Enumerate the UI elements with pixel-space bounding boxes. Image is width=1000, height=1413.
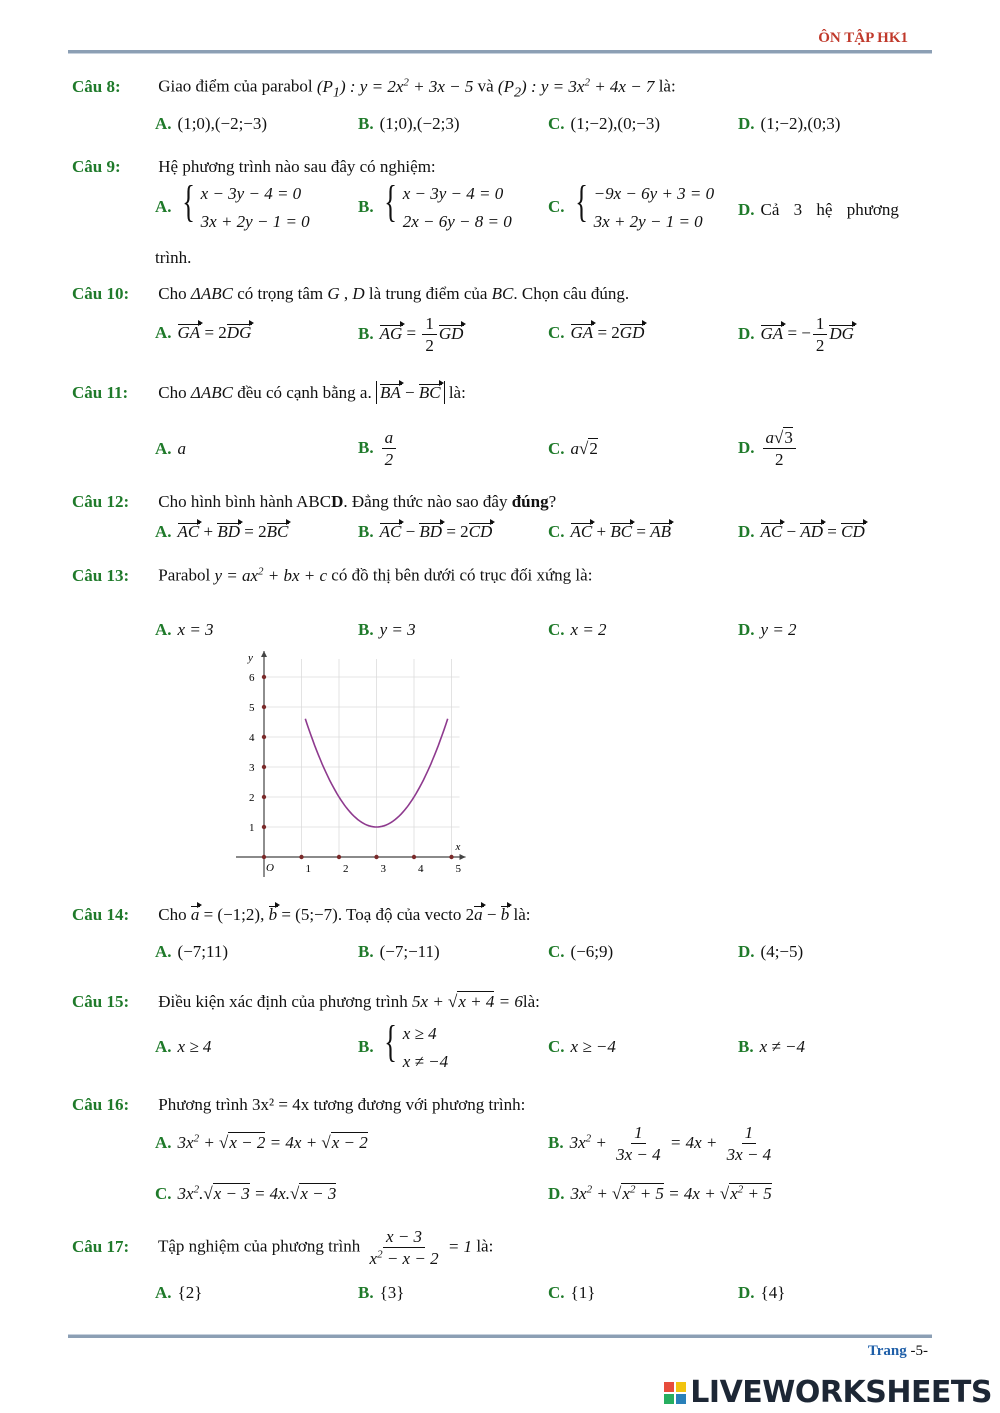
- question-text: Điều kiện xác định của phương trình 5x + √x + 4 = 6là:: [158, 992, 540, 1011]
- x-tick-label: 4: [418, 863, 424, 875]
- y-tick-label: 4: [249, 732, 255, 744]
- option-d[interactable]: B. x ≠ −4: [738, 1037, 805, 1056]
- x-tick-mark: [412, 855, 416, 859]
- y-axis-arrow: [261, 651, 267, 657]
- y-tick-label: 1: [249, 822, 255, 834]
- option-a[interactable]: A. x ≥ 4: [155, 1037, 212, 1056]
- option-a[interactable]: A. GA = 2DG: [155, 323, 252, 342]
- question-number: Câu 17:: [72, 1236, 130, 1256]
- logo-icon: [664, 1382, 686, 1404]
- header-rule: [68, 50, 932, 54]
- option-b[interactable]: B. {3}: [358, 1283, 405, 1302]
- question-text: Hệ phương trình nào sau đây có nghiệm:: [158, 157, 436, 176]
- question-17: [72, 1226, 493, 1270]
- question-12: [72, 492, 556, 512]
- x-tick-mark: [374, 855, 378, 859]
- question-number: Câu 14:: [72, 905, 130, 924]
- option-c[interactable]: C. x ≥ −4: [548, 1037, 616, 1056]
- origin-label: O: [266, 862, 274, 874]
- x-tick-label: 3: [380, 863, 386, 875]
- question-text: Cho a = (−1;2), b = (5;−7). Toạ độ của vecto 2a − b là:: [158, 905, 531, 924]
- option-d[interactable]: D. $3x^2 + √x^2 + 5 = 4x + √x^2 + 5$: [548, 1183, 772, 1203]
- option-a[interactable]: A. a: [155, 439, 187, 458]
- question-text: Cho ΔABC có trọng tâm G , D là trung điểm của BC. Chọn câu đúng.: [158, 284, 630, 303]
- option-c[interactable]: C. x = 2: [548, 620, 607, 639]
- option-a[interactable]: A. { x − 3y − 4 = 0 3x + 2y − 1 = 0: [155, 177, 310, 231]
- option-d[interactable]: D. GA = − $\frac{1}{2}$ DG: [738, 314, 854, 356]
- page-footer: [868, 1343, 928, 1360]
- y-tick-mark: [262, 795, 266, 799]
- parabola-graph: [230, 650, 480, 880]
- question-text: Giao điểm của parabol $(P_1)$ : $y = 2x^2 + 3x - 5$ và $(P_2)$ : $y = 3x^2 + 4x - 7$ là:: [158, 76, 676, 101]
- option-d[interactable]: D. (4;−5): [738, 942, 804, 961]
- y-axis-label: y: [248, 652, 253, 664]
- option-d[interactable]: D. Cả 3 hệ phương: [738, 200, 899, 219]
- question-text: Cho hình bình hành ABCD. Đẳng thức nào sao đây đúng?: [158, 492, 557, 511]
- option-a[interactable]: A. x = 3: [155, 620, 214, 639]
- x-tick-mark: [449, 855, 453, 859]
- y-tick-mark: [262, 675, 266, 679]
- question-text: Phương trình 3x² = 4x tương đương với phương trình:: [158, 1095, 526, 1114]
- y-tick-label: 5: [249, 702, 255, 714]
- question-number: Câu 12:: [72, 492, 130, 511]
- x-tick-label: 5: [455, 863, 461, 875]
- option-c[interactable]: C. (−6;9): [548, 942, 614, 961]
- y-tick-label: 6: [249, 672, 255, 684]
- option-a[interactable]: A. AC + BD = 2BC: [155, 522, 289, 541]
- question-number: Câu 10:: [72, 284, 130, 303]
- question-text: Cho ΔABC đều có cạnh bằng a. BA − BC là:: [158, 383, 466, 402]
- header-title: ÔN TẬP HK1: [818, 30, 908, 46]
- option-a[interactable]: A. $3x^2 + √x - 2 = 4x + √x - 2$: [155, 1132, 368, 1152]
- question-number: Câu 15:: [72, 992, 130, 1011]
- x-tick-label: 1: [305, 863, 311, 875]
- option-d-continuation: trình.: [155, 248, 192, 267]
- y-tick-mark: [262, 735, 266, 739]
- x-tick-mark: [299, 855, 303, 859]
- x-axis-label: x: [455, 841, 461, 853]
- option-d[interactable]: D. y = 2: [738, 620, 797, 639]
- question-11: [72, 383, 466, 403]
- option-d[interactable]: D. AC − AD = CD: [738, 522, 865, 541]
- page-number: -5-: [910, 1343, 928, 1359]
- option-b[interactable]: B. $\frac{a}{2}$: [358, 427, 398, 471]
- question-text: Parabol $y = ax^2$ + bx + c có đồ thị bên dưới có trục đối xứng là:: [158, 565, 593, 585]
- option-a[interactable]: A. (1;0),(−2;−3): [155, 114, 268, 133]
- question-number: Câu 9:: [72, 157, 121, 176]
- graph-ticks: [249, 672, 462, 875]
- question-number: Câu 16:: [72, 1095, 130, 1114]
- question-16: [72, 1095, 525, 1115]
- x-axis-arrow: [460, 854, 466, 860]
- liveworksheets-logo[interactable]: [664, 1375, 992, 1410]
- option-b[interactable]: B. $3x^2$ + $\frac{1}{3x - 4}$ = 4x + $\frac{1}{3x - 4}$: [548, 1123, 772, 1165]
- option-b[interactable]: B. (−7;−11): [358, 942, 440, 961]
- x-tick-label: 2: [343, 863, 349, 875]
- option-b[interactable]: B. { x − 3y − 4 = 0 2x − 6y − 8 = 0: [358, 177, 512, 231]
- question-15: [72, 992, 540, 1012]
- brand-name: LIVEWORKSHEETS: [690, 1375, 992, 1410]
- question-number: Câu 11:: [72, 383, 129, 402]
- question-10: [72, 284, 629, 304]
- x-tick-mark: [337, 855, 341, 859]
- option-c[interactable]: C. GA = 2GD: [548, 323, 645, 342]
- footer-rule: [68, 1334, 932, 1338]
- option-a[interactable]: A. {2}: [155, 1283, 203, 1302]
- y-tick-mark: [262, 765, 266, 769]
- y-tick-mark: [262, 705, 266, 709]
- origin-mark: [262, 855, 266, 859]
- question-14: [72, 905, 531, 925]
- y-tick-label: 2: [249, 792, 255, 804]
- option-c[interactable]: C. $3x^2.√x - 3 = 4x.√x - 3$: [155, 1183, 337, 1203]
- question-9: [72, 157, 436, 177]
- option-b[interactable]: B. AC − BD = 2CD: [358, 522, 493, 541]
- option-c[interactable]: C. a√2: [548, 439, 598, 458]
- question-text: Tập nghiệm của phương trình $\frac{x - 3}{x^2 - x - 2}$ = 1 là:: [157, 1227, 494, 1269]
- option-c[interactable]: C. (1;−2),(0;−3): [548, 114, 661, 133]
- question-8: [72, 76, 676, 101]
- page-label: Trang: [867, 1343, 907, 1359]
- option-c[interactable]: C. { −9x − 6y + 3 = 0 3x + 2y − 1 = 0: [548, 177, 715, 231]
- option-d[interactable]: D. (1;−2),(0;3): [738, 114, 841, 133]
- option-c[interactable]: C. AC + BC = AB: [548, 522, 671, 541]
- option-b[interactable]: B. (1;0),(−2;3): [358, 114, 460, 133]
- option-d[interactable]: D. $\frac{a√3}{2}$: [738, 427, 798, 471]
- option-a[interactable]: A. (−7;11): [155, 942, 229, 961]
- option-d[interactable]: D. {4}: [738, 1283, 786, 1302]
- option-b[interactable]: B. y = 3: [358, 620, 416, 639]
- question-13: [72, 565, 592, 586]
- question-number: Câu 8:: [72, 76, 121, 96]
- option-c[interactable]: C. {1}: [548, 1283, 596, 1302]
- question-number: Câu 13:: [72, 565, 130, 585]
- y-tick-mark: [262, 825, 266, 829]
- option-b[interactable]: B. { x ≥ 4 x ≠ −4: [358, 1017, 449, 1071]
- y-tick-label: 3: [249, 762, 255, 774]
- option-b[interactable]: B. AG = $\frac{1}{2}$ GD: [358, 314, 464, 356]
